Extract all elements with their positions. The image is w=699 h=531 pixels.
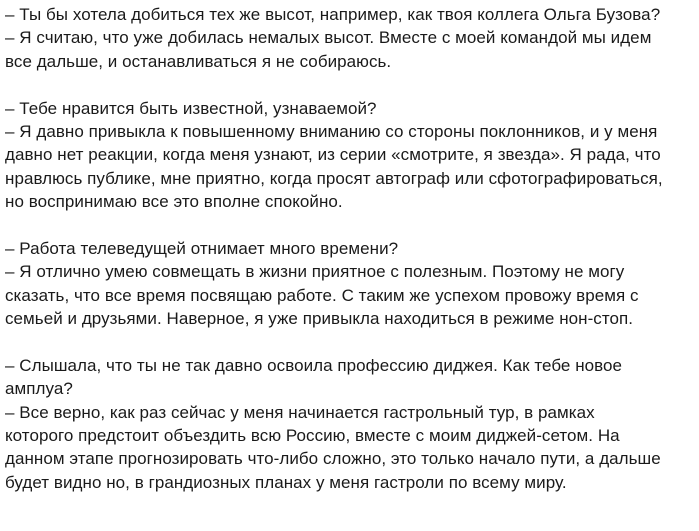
answer-text: но воспринимаю все это вполне спокойно. bbox=[5, 192, 343, 212]
answer-text: которого предстоит объездить всю Россию, вместе с моим диджей-сетом. На bbox=[5, 426, 620, 446]
qa-block-4 bbox=[5, 354, 693, 494]
question-text: – Ты бы хотела добиться тех же высот, например, как твоя коллега Ольга Бузова? bbox=[5, 5, 661, 24]
answer-text: – Все верно, как раз сейчас у меня начинается гастрольный тур, в рамках bbox=[5, 402, 595, 422]
answer-text: – Я отлично умею совмещать в жизни приятное с полезным. Поэтому не могу bbox=[5, 262, 625, 282]
question-text: амплуа? bbox=[5, 379, 73, 399]
answer-text: сказать, что все время посвящаю работе. С таким же успехом провожу время с bbox=[5, 285, 639, 305]
answer-text: нравлюсь публике, мне приятно, когда просят автограф или сфотографироваться, bbox=[5, 168, 663, 188]
question-text: – Слышала, что ты не так давно освоила профессию диджея. Как тебе новое bbox=[5, 355, 623, 375]
paragraph-spacer bbox=[5, 330, 693, 353]
paragraph-spacer bbox=[5, 73, 693, 96]
answer-text: будет видно но, в грандиозных планах у меня гастроли по всему миру. bbox=[5, 472, 567, 492]
answer-text: – Я давно привыкла к повышенному вниманию со стороны поклонников, и у меня bbox=[5, 121, 658, 141]
answer-text: данном этапе прогнозировать что-либо сложно, это только начало пути, а дальше bbox=[5, 449, 661, 469]
question-text: – Работа телеведущей отнимает много времени? bbox=[5, 238, 399, 258]
qa-block-1 bbox=[5, 3, 693, 73]
qa-block-3 bbox=[5, 237, 693, 331]
answer-text: давно нет реакции, когда меня узнают, из серии «смотрите, я звезда». Я рада, что bbox=[5, 145, 661, 165]
qa-block-2 bbox=[5, 97, 693, 214]
question-text: – Тебе нравится быть известной, узнаваемой? bbox=[5, 98, 377, 118]
paragraph-spacer bbox=[5, 214, 693, 237]
answer-text: – Я считаю, что уже добилась немалых высот. Вместе с моей командой мы идем bbox=[5, 28, 652, 48]
answer-text: все дальше, и останавливаться я не собираюсь. bbox=[5, 51, 392, 71]
answer-text: семьей и друзьями. Наверное, я уже привыкла находиться в режиме нон-стоп. bbox=[5, 309, 634, 329]
